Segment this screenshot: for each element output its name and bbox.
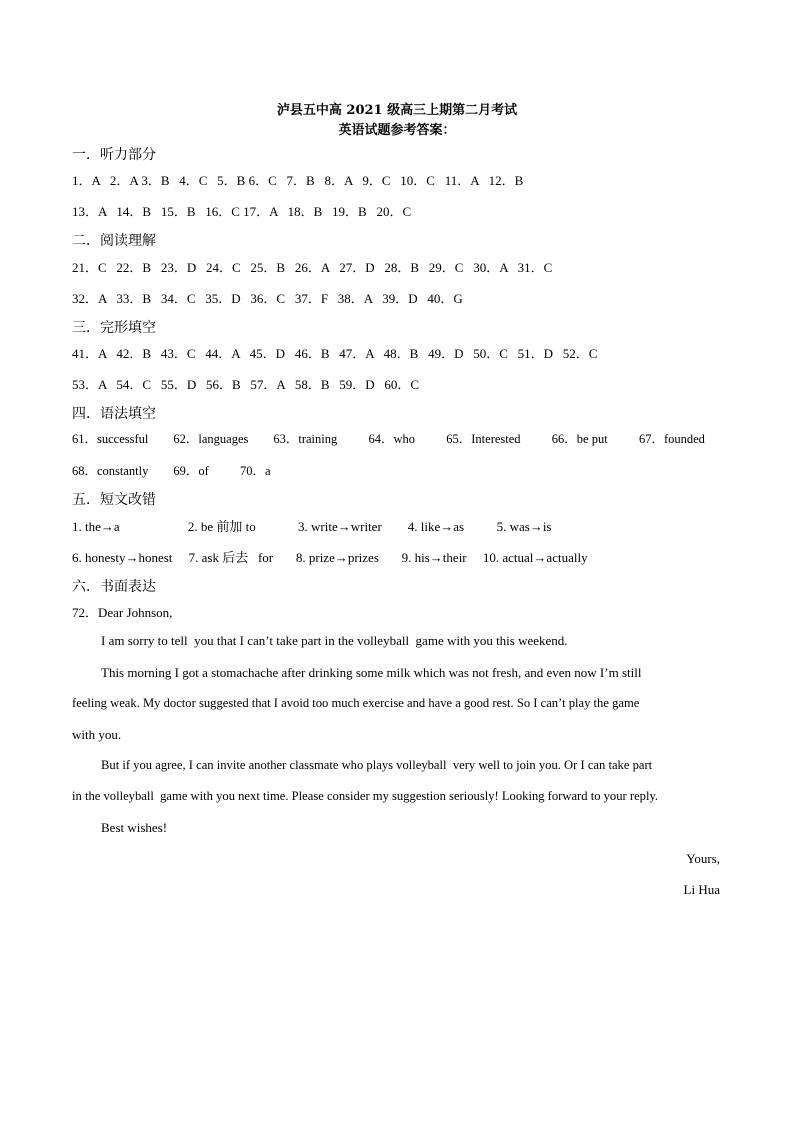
answer-row: 1. the→a 2. be 前加 to 3. write→writer 4. like→as 5. was→is [72,519,552,534]
answer-row: 32．A 33．B 34．C 35．D 36．C 37．F 38．A 39．D 40．G [72,291,463,306]
letter-line: with you. [72,727,122,742]
exam-title: 泸县五中高 2021 级高三上期第二月考试 [276,103,518,118]
answer-row: 13．A 14．B 15．B 16．C 17．A 18．B 19．B 20．C [72,204,412,219]
letter-salutation: 72．Dear Johnson, [72,605,173,620]
answer-row: 41．A 42．B 43．C 44．A 45．D 46．B 47．A 48．B 49．D 50．C 51．D 52．C [72,346,598,361]
answer-row: 6. honesty→honest 7. ask 后去 for 8. prize→prizes 9. his→their 10. actual→actually [72,550,588,565]
answer-row: 53．A 54．C 55．D 56．B 57．A 58．B 59．D 60．C [72,377,420,392]
letter-line: feeling weak. My doctor suggested that I avoid too much exercise and have a good rest. So I can’t play the game [72,696,640,710]
section-cloze-heading: 三．完形填空 [72,320,156,336]
letter-line: Best wishes! [101,820,168,835]
answer-row: 61．successful 62．languages 63．training 64．who 65．Interested 66．be put 67．founded [72,432,705,446]
answer-row: 21．C 22．B 23．D 24．C 25．B 26．A 27．D 28．B 29．C 30．A 31．C [72,260,553,275]
letter-signature: Li Hua [683,882,720,897]
answer-key-title: 英语试题参考答案： [338,123,456,138]
answer-row: 1．A 2．A 3．B 4．C 5．B 6．C 7．B 8．A 9．C 10．C 11．A 12．B [72,173,524,188]
letter-closing: Yours, [686,851,720,866]
section-correction-heading: 五．短文改错 [72,492,156,508]
section-reading-heading: 二．阅读理解 [72,233,156,249]
section-listening-heading: 一．听力部分 [72,147,156,163]
letter-line: This morning I got a stomachache after drinking some milk which was not fresh, and even now I’m still [101,665,642,680]
answer-row: 68．constantly 69．of 70．a [72,464,271,478]
section-grammar-heading: 四．语法填空 [72,406,156,422]
letter-line: But if you agree, I can invite another classmate who plays volleyball very well to join you. Or I can take part [101,758,653,772]
letter-line: I am sorry to tell you that I can’t take part in the volleyball game with you this weekend. [101,633,568,648]
section-writing-heading: 六．书面表达 [72,579,156,595]
letter-line: in the volleyball game with you next time. Please consider my suggestion seriously! Looking forward to your reply. [72,789,659,803]
